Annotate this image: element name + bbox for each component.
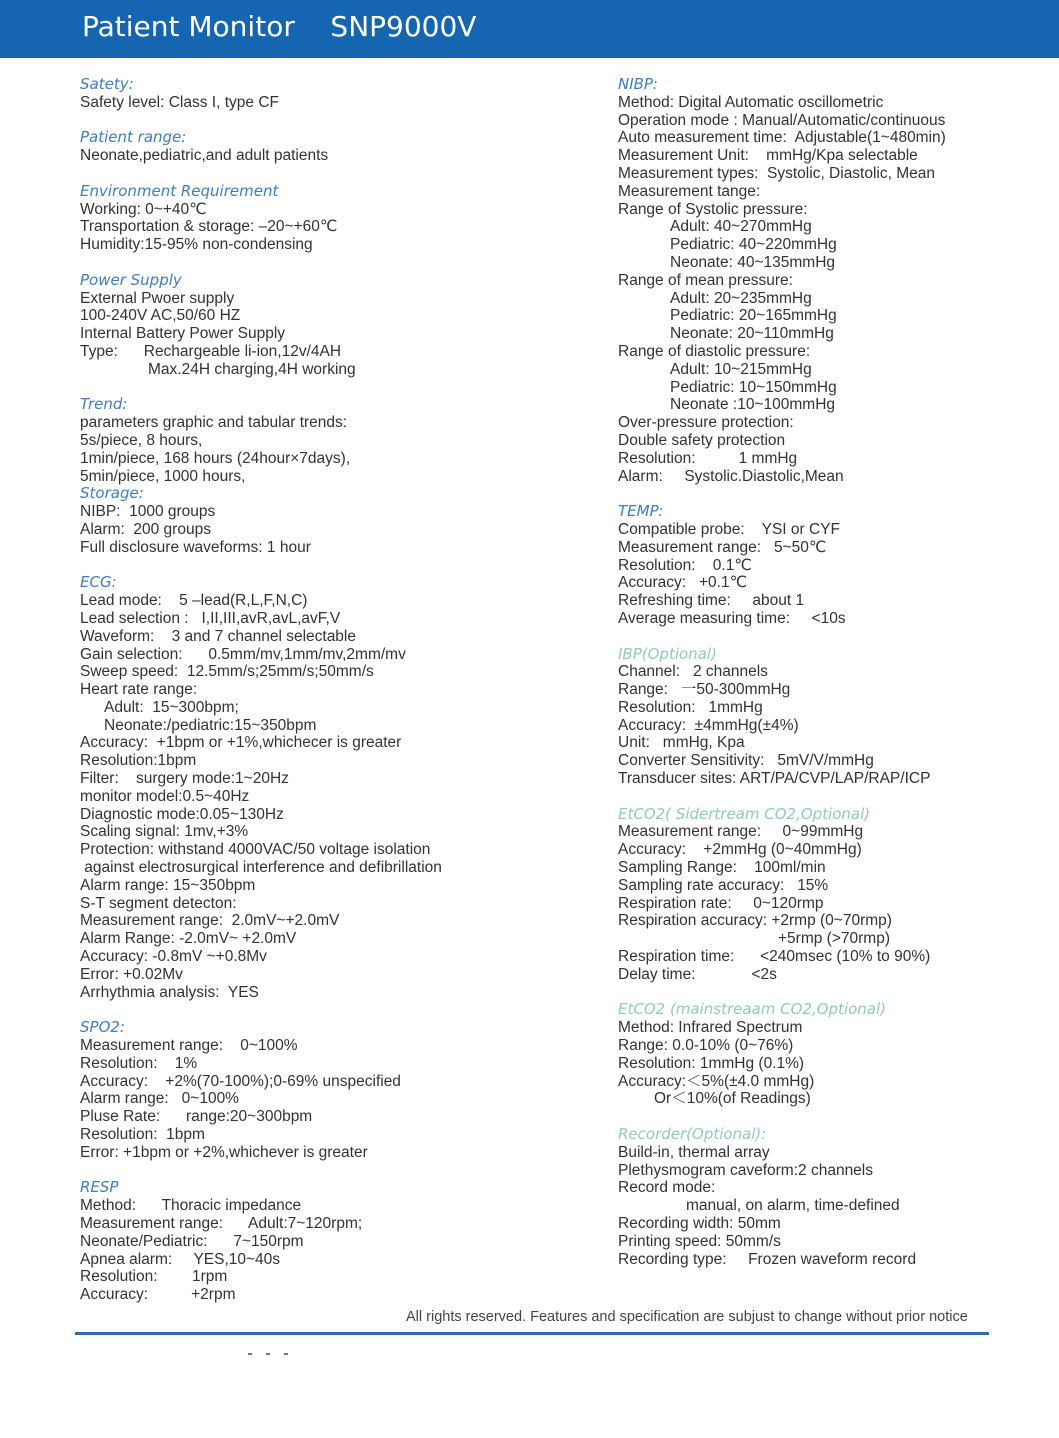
section-ibp-optional <box>618 646 1038 788</box>
spec-line: Resolution:1bpm <box>80 752 197 770</box>
section-spo2 <box>80 1019 560 1161</box>
section-ecg <box>80 574 560 1001</box>
spec-line: Safety level: Class I, type CF <box>80 93 279 111</box>
spec-line: Filter: surgery mode:1~20Hz <box>80 770 289 788</box>
spec-line: Measurement tange: <box>618 182 761 200</box>
spec-line: Neonate :10~100mmHg <box>670 396 836 414</box>
spec-line: Neonate/Pediatric: 7~150rpm <box>80 1232 304 1250</box>
spec-line: Recording width: 50mm <box>618 1215 781 1232</box>
spec-line: Measurement range: 0~100% <box>80 1037 298 1055</box>
spec-line: Adult: 20~235mmHg <box>670 289 812 307</box>
spec-line: Adult: 10~215mmHg <box>670 360 812 378</box>
spec-line: Sampling rate accuracy: 15% <box>618 876 829 894</box>
spec-line: Measurement range: 2.0mV~+2.0mV <box>80 912 340 930</box>
spec-line: Alarm Range: -2.0mV~ +2.0mV <box>80 930 297 948</box>
spec-line: against electrosurgical interference and defibrillation <box>80 859 442 877</box>
section-patient-range <box>80 129 560 165</box>
section-title: Storage: <box>80 484 144 503</box>
spec-line: Accuracy: ±4mmHg(±4%) <box>618 716 799 734</box>
spec-line: Range of diastolic pressure: <box>618 342 811 360</box>
spec-line: Accuracy: +0.1℃ <box>618 574 747 592</box>
spec-line: Over-pressure protection: <box>618 414 794 432</box>
spec-line: Resolution: 1 mmHg <box>618 449 798 467</box>
spec-line: Adult: 15~300bpm; <box>104 698 239 716</box>
section-title: Satety: <box>80 75 134 93</box>
section-environment-requirement <box>80 183 560 254</box>
spec-line: Heart rate range: <box>80 681 198 699</box>
spec-line: External Pwoer supply <box>80 289 235 307</box>
spec-line: Arrhythmia analysis: YES <box>80 983 259 1001</box>
spec-line: Printing speed: 50mm/s <box>618 1232 781 1250</box>
spec-line: Range: 0.0-10% (0~76%) <box>618 1037 794 1055</box>
spec-line: Neonate:/pediatric:15~350bpm <box>104 716 317 734</box>
spec-line: Resolution: 1mmHg (0.1%) <box>618 1054 805 1072</box>
spec-line: Diagnostic mode:0.05~130Hz <box>80 805 284 823</box>
spec-line: parameters graphic and tabular trends: <box>80 414 348 432</box>
spec-line: Refreshing time: about 1 <box>618 592 805 610</box>
section-power-supply <box>80 272 560 379</box>
spec-line: monitor model:0.5~40Hz <box>80 787 250 805</box>
spec-line: Range of Systolic pressure: <box>618 200 808 218</box>
section-etco2-sidertream-co2-optional <box>618 806 1038 984</box>
section-satety <box>80 76 560 112</box>
spec-line: Resolution: 1rpm <box>80 1268 228 1286</box>
spec-line: Measurement range: Adult:7~120rpm; <box>80 1215 363 1232</box>
spec-line: Lead mode: 5 –lead(R,L,F,N,C) <box>80 592 308 610</box>
spec-line: Record mode: <box>618 1179 716 1197</box>
spec-line: Error: +1bpm or +2%,whichever is greater <box>80 1143 368 1161</box>
spec-line: Alarm range: 15~350bpm <box>80 876 256 894</box>
spec-line: Sampling Range: 100ml/min <box>618 859 826 877</box>
spec-line: Channel: 2 channels <box>618 663 768 681</box>
section-title: EtCO2( Sidertream CO2,Optional) <box>618 804 871 823</box>
section-title: ECG: <box>80 573 117 592</box>
spec-line: Accuracy: +1bpm or +1%,whichecer is greater <box>80 734 402 752</box>
spec-line: Plethysmogram caveform:2 channels <box>618 1161 874 1179</box>
spec-line: Measurement Unit: mmHg/Kpa selectable <box>618 147 918 165</box>
section-trend <box>80 396 560 485</box>
spec-line: Range: 一50-300mmHg <box>618 681 791 699</box>
spec-line: +5rmp (>70rmp) <box>778 930 890 948</box>
section-title: Trend: <box>80 395 128 414</box>
spec-line: Measurement range: 5~50℃ <box>618 538 827 556</box>
spec-line: Neonate: 20~110mmHg <box>670 325 834 343</box>
spec-line: Waveform: 3 and 7 channel selectable <box>80 627 356 645</box>
spec-line: Accuracy: +2rpm <box>80 1286 236 1304</box>
section-title: TEMP: <box>618 502 664 521</box>
spec-line: Full disclosure waveforms: 1 hour <box>80 538 311 556</box>
spec-line: Method: Thoracic impedance <box>80 1197 302 1215</box>
spec-line: Neonate: 40~135mmHg <box>670 253 836 271</box>
spec-line: 100-240V AC,50/60 HZ <box>80 307 241 325</box>
spec-line: Recording type: Frozen waveform record <box>618 1250 917 1268</box>
spec-line: Method: Infrared Spectrum <box>618 1019 803 1037</box>
section-title: Power Supply <box>80 270 182 289</box>
footer-faint-marks <box>248 1342 328 1345</box>
spec-line: Measurement range: 0~99mmHg <box>618 823 864 841</box>
spec-line: S-T segment detecton: <box>80 894 237 912</box>
spec-line: Type: Rechargeable li-ion,12v/4AH <box>80 342 342 360</box>
spec-line: Unit: mmHg, Kpa <box>618 734 745 752</box>
section-temp <box>618 503 1038 628</box>
spec-line: Respiration time: <240msec (10% to 90%) <box>618 948 931 966</box>
spec-line: Double safety protection <box>618 431 786 449</box>
spec-line: Converter Sensitivity: 5mV/V/mmHg <box>618 752 874 770</box>
spec-line: Accuracy:＜5%(±4.0 mmHg) <box>618 1072 815 1090</box>
spec-line: Scaling signal: 1mv,+3% <box>80 823 249 841</box>
spec-line: Compatible probe: YSI or CYF <box>618 520 840 538</box>
spec-line: Error: +0.02Mv <box>80 965 183 983</box>
section-nibp <box>618 76 1038 485</box>
header-bar <box>0 0 1059 58</box>
spec-line: Delay time: <2s <box>618 965 777 983</box>
left-column <box>80 76 560 1322</box>
spec-line: Resolution: 1mmHg <box>618 698 763 716</box>
spec-line: Auto measurement time: Adjustable(1~480min) <box>618 129 946 147</box>
spec-line: Resolution: 1bpm <box>80 1126 205 1144</box>
footer-divider <box>75 1332 989 1335</box>
spec-line: Sweep speed: 12.5mm/s;25mm/s;50mm/s <box>80 663 374 681</box>
spec-line: Average measuring time: <10s <box>618 609 846 627</box>
spec-line: manual, on alarm, time-defined <box>686 1197 900 1215</box>
section-title: IBP(Optional) <box>618 644 717 663</box>
section-resp <box>80 1179 560 1304</box>
spec-line: Transducer sites: ART/PA/CVP/LAP/RAP/ICP <box>618 770 931 788</box>
spec-line: Alarm: Systolic.Diastolic,Mean <box>618 467 844 485</box>
section-title: EtCO2 (mainstreaam CO2,Optional) <box>618 1000 887 1019</box>
spec-line: Lead selection : I,II,III,avR,avL,avF,V <box>80 609 341 627</box>
spec-line: Respiration accuracy: +2rmp (0~70rmp) <box>618 912 892 930</box>
right-column <box>618 76 1038 1286</box>
spec-line: Max.24H charging,4H working <box>148 360 356 378</box>
spec-line: Adult: 40~270mmHg <box>670 218 812 236</box>
section-etco2-mainstreaam-co2-optional <box>618 1001 1038 1108</box>
spec-line: Gain selection: 0.5mm/mv,1mm/mv,2mm/mv <box>80 645 406 663</box>
spec-line: Pediatric: 20~165mmHg <box>670 307 837 325</box>
spec-line: Humidity:15-95% non-condensing <box>80 236 313 254</box>
spec-line: Alarm: 200 groups <box>80 520 211 538</box>
spec-line: Alarm range: 0~100% <box>80 1090 239 1108</box>
spec-line: NIBP: 1000 groups <box>80 503 216 521</box>
section-recorder-optional <box>618 1126 1038 1268</box>
spec-line: Or＜10%(of Readings) <box>654 1090 811 1108</box>
section-title: SPO2: <box>80 1018 125 1037</box>
footer-notice: All rights reserved. Features and specification are subjust to change without prior notice <box>406 1309 968 1325</box>
spec-line: Accuracy: +2%(70-100%);0-69% unspecified <box>80 1072 401 1090</box>
spec-line: Measurement types: Systolic, Diastolic, Mean <box>618 164 936 182</box>
section-title: Patient range: <box>80 128 187 147</box>
spec-line: Accuracy: +2mmHg (0~40mmHg) <box>618 841 862 859</box>
spec-line: Pediatric: 40~220mmHg <box>670 236 837 254</box>
spec-line: Apnea alarm: YES,10~40s <box>80 1250 281 1268</box>
spec-line: Internal Battery Power Supply <box>80 325 286 343</box>
section-title: Environment Requirement <box>80 181 279 200</box>
spec-line: Transportation & storage: –20~+60℃ <box>80 218 338 236</box>
spec-line: Pediatric: 10~150mmHg <box>670 378 837 396</box>
spec-line: Protection: withstand 4000VAC/50 voltage isolation <box>80 841 431 859</box>
section-storage <box>80 485 560 556</box>
spec-line: Accuracy: -0.8mV ~+0.8Mv <box>80 948 267 966</box>
spec-line: Range of mean pressure: <box>618 271 793 289</box>
spec-line: Build-in, thermal array <box>618 1143 770 1161</box>
spec-line: Working: 0~+40℃ <box>80 200 207 218</box>
spec-line: Pluse Rate: range:20~300bpm <box>80 1108 313 1126</box>
page-title: Patient Monitor SNP9000V <box>82 10 477 43</box>
spec-line: 5s/piece, 8 hours, <box>80 431 203 449</box>
spec-line: Resolution: 0.1℃ <box>618 556 752 574</box>
section-title: Recorder(Optional): <box>618 1125 767 1144</box>
spec-line: Resolution: 1% <box>80 1054 198 1072</box>
spec-line: 1min/piece, 168 hours (24hour×7days), <box>80 449 351 467</box>
spec-line: Neonate,pediatric,and adult patients <box>80 147 329 165</box>
spec-line: Method: Digital Automatic oscillometric <box>618 93 884 111</box>
spec-line: Operation mode : Manual/Automatic/continuous <box>618 111 946 129</box>
spec-line: 5min/piece, 1000 hours, <box>80 467 246 485</box>
section-title: NIBP: <box>618 75 658 93</box>
section-title: RESP <box>80 1178 119 1197</box>
spec-line: Respiration rate: 0~120rmp <box>618 894 824 912</box>
